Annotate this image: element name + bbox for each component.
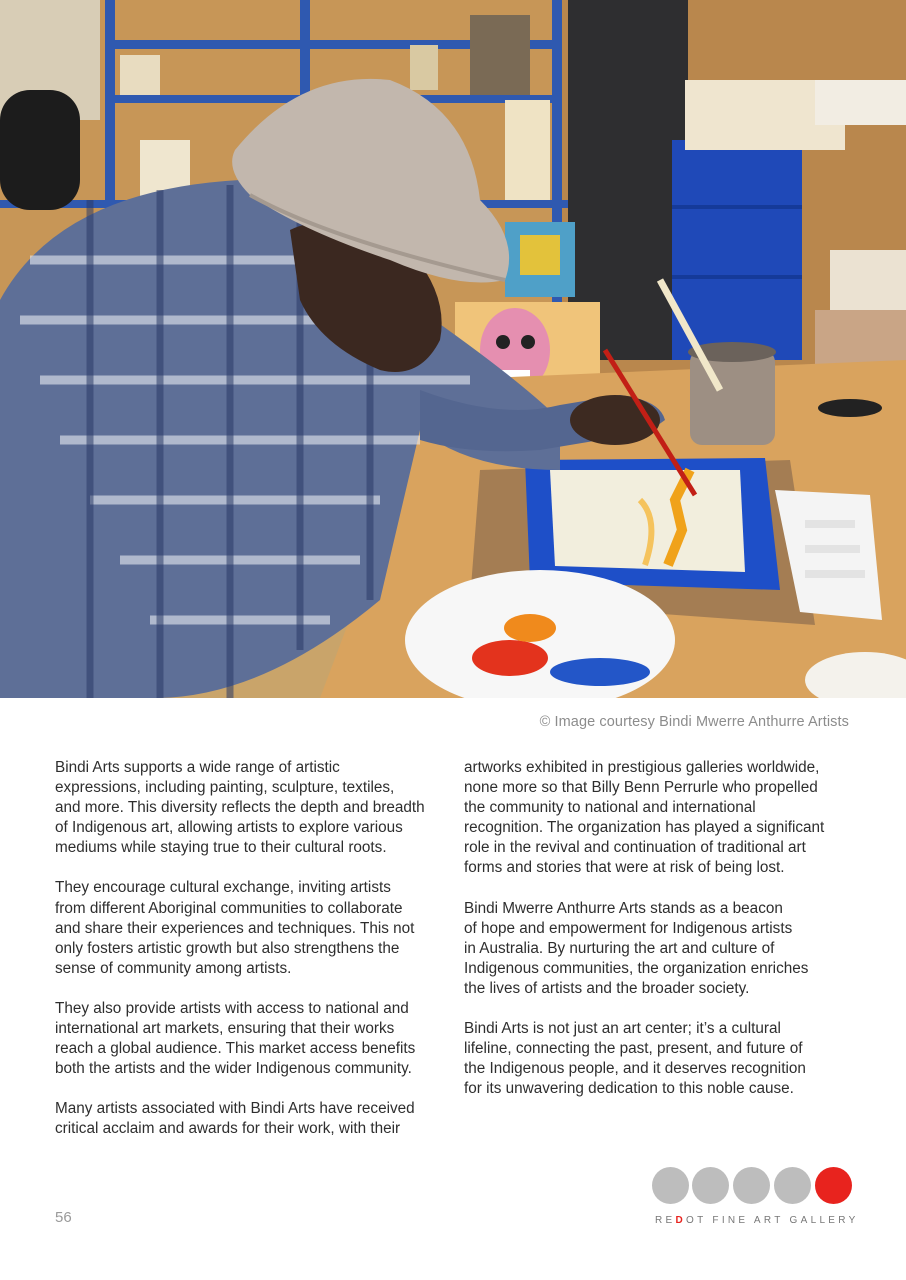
- paragraph: Many artists associated with Bindi Arts have received critical acclaim and awards for their work, with their: [55, 1100, 415, 1138]
- paragraph: Bindi Mwerre Anthurre Arts stands as a beacon of hope and empowerment for Indigenous artists in Australia. By nurturing the art and culture of Indigenous communities, the organization enriches the lives of artists and the broader society.: [464, 899, 809, 997]
- left-text-column: [55, 758, 440, 1160]
- gallery-logo-text: [655, 1215, 859, 1226]
- logo-text-end: OT FINE ART GALLERY: [686, 1215, 859, 1226]
- paragraph: They also provide artists with access to national and international art markets, ensuring that their works reach a global audience. This market access benefits both the artists and the wider Indigenous community.: [55, 999, 416, 1078]
- logo-dot-accent: [815, 1167, 852, 1204]
- logo-text-accent: D: [675, 1215, 687, 1226]
- logo-dot: [692, 1167, 729, 1204]
- paragraph: Bindi Arts is not just an art center; it’s a cultural lifeline, connecting the past, present, and future of the Indigenous people, and it deserves recognition for its unwavering dedication to this noble cause.: [464, 1020, 806, 1098]
- paragraph: Bindi Arts supports a wide range of artistic expressions, including painting, sculpture, textiles, and more. This diversity reflects the depth and breadth of Indigenous art, allowing artists to explore various mediums while staying true to their cultural roots.: [55, 759, 425, 857]
- logo-dot: [652, 1167, 689, 1204]
- photo-caption: © Image courtesy Bindi Mwerre Anthurre Artists: [539, 714, 849, 730]
- logo-dot: [774, 1167, 811, 1204]
- right-text-column: [464, 758, 849, 1119]
- logo-dot: [733, 1167, 770, 1204]
- logo-text-start: RE: [655, 1215, 676, 1226]
- page-number: 56: [55, 1209, 72, 1226]
- gallery-logo-dots: [652, 1167, 852, 1205]
- paragraph: artworks exhibited in prestigious galleries worldwide, none more so that Billy Benn Perrurle who propelled the community to national and international recognition. The organization has played a significant role in the revival and continuation of traditional art forms and stories that were at risk of being lost.: [464, 759, 825, 877]
- paragraph: They encourage cultural exchange, inviting artists from different Aboriginal communities to collaborate and share their experiences and techniques. This not only fosters artistic growth but also strengthens the sense of community among artists.: [55, 879, 415, 977]
